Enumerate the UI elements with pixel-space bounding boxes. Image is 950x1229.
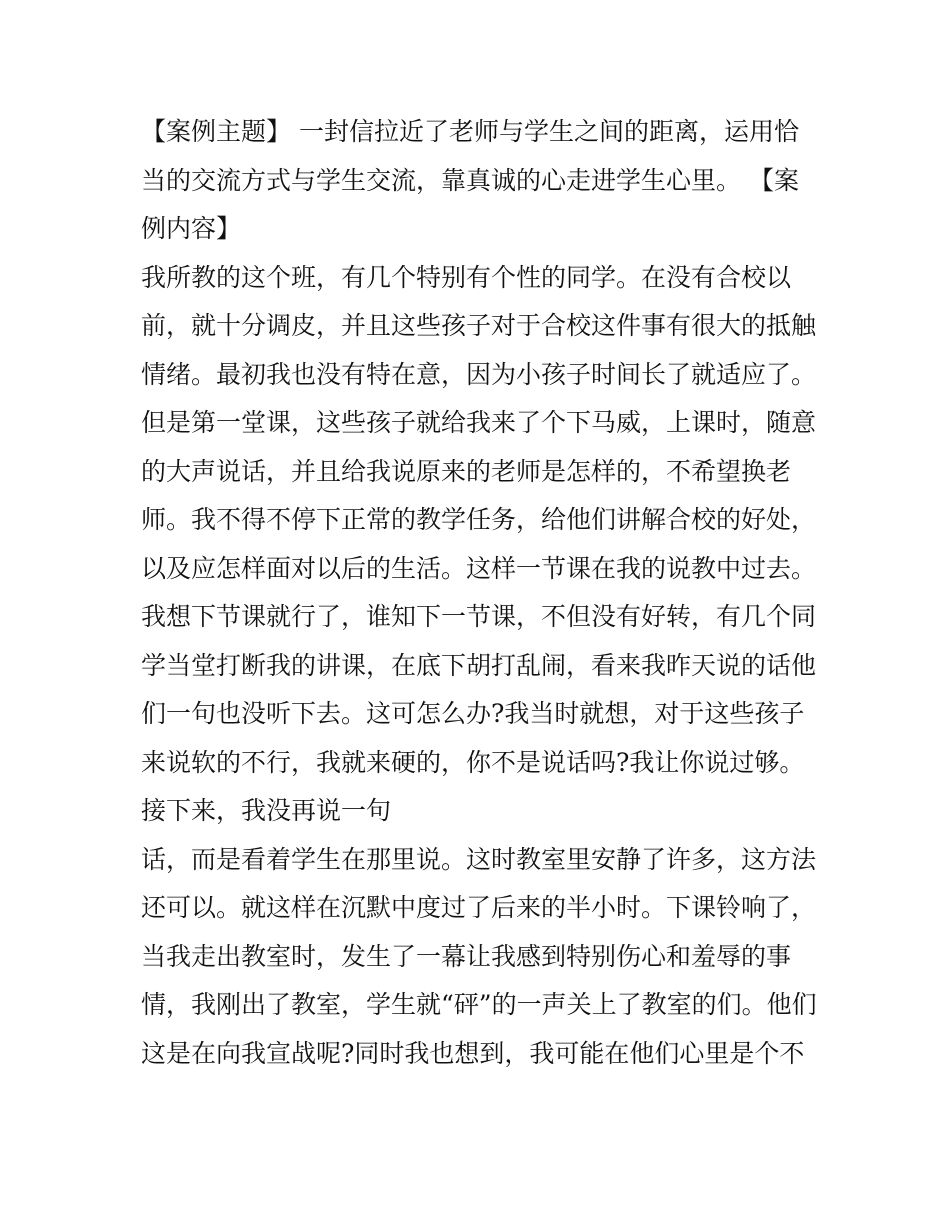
text-line: 情，我刚出了教室，学生就“砰”的一声关上了教室的们。他们	[141, 990, 817, 1019]
text-line: 前，就十分调皮，并且这些孩子对于合校这件事有很大的抵触	[141, 311, 817, 340]
text-line: 【案例主题】 一封信拉近了老师与学生之间的距离，运用恰	[141, 117, 799, 146]
text-line: 以及应怎样面对以后的生活。这样一节课在我的说教中过去。	[141, 553, 817, 583]
text-line: 当我走出教室时，发生了一幕让我感到特别伤心和羞辱的事	[141, 941, 792, 971]
text-line: 情绪。最初我也没有特在意，因为小孩子时间长了就适应了。	[141, 359, 817, 389]
text-line: 的大声说话，并且给我说原来的老师是怎样的，不希望换老	[141, 456, 792, 486]
text-line: 但是第一堂课，这些孩子就给我来了个下马威，上课时，随意	[141, 408, 817, 437]
text-line: 当的交流方式与学生交流，靠真诚的心走进学生心里。 【案	[141, 165, 799, 195]
text-line: 接下来，我没再说一句	[141, 796, 392, 825]
text-line: 还可以。就这样在沉默中度过了后来的半小时。下课铃响了，	[141, 893, 817, 922]
body-text	[141, 108, 821, 1078]
text-line: 我所教的这个班，有几个特别有个性的同学。在没有合校以	[141, 262, 792, 292]
text-line: 这是在向我宣战呢?同时我也想到，我可能在他们心里是个不	[141, 1038, 805, 1068]
text-line: 话，而是看着学生在那里说。这时教室里安静了许多，这方法	[141, 844, 817, 874]
text-line: 师。我不得不停下正常的教学任务，给他们讲解合校的好处，	[141, 505, 817, 534]
text-line: 我想下节课就行了，谁知下一节课，不但没有好转，有几个同	[141, 602, 817, 631]
text-line: 来说软的不行，我就来硬的，你不是说话吗?我让你说过够。	[141, 747, 805, 777]
text-line: 们一句也没听下去。这可怎么办?我当时就想，对于这些孩子	[141, 699, 805, 728]
text-line: 学当堂打断我的讲课，在底下胡打乱闹，看来我昨天说的话他	[141, 650, 817, 680]
text-line: 例内容】	[141, 214, 242, 243]
